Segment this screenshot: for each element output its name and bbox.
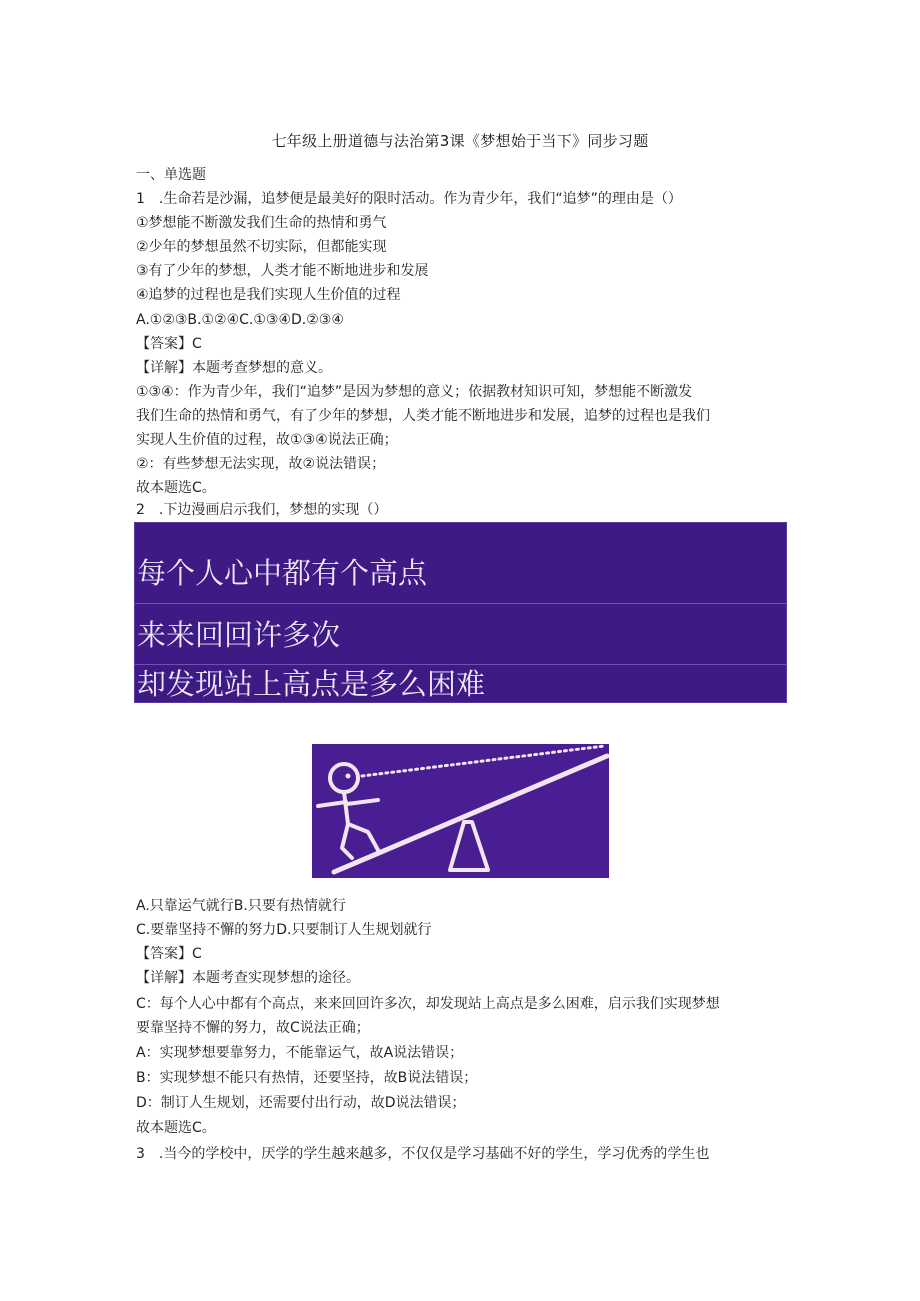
question-3-stem: 3 .当今的学校中，厌学的学生越来越多，不仅仅是学习基础不好的学生，学习优秀的学生也 [136,1146,710,1162]
q1-explain-2: ①③④：作为青少年，我们“追梦”是因为梦想的意义；依据教材知识可知，梦想能不断激发 [136,384,693,400]
banner-line-2: 来来回回许多次 [137,618,341,652]
q2-explain-2: C：每个人心中都有个高点，来来回回许多次，却发现站上高点是多么困难，启示我们实现梦想 [136,996,720,1012]
q2-options-2: C.要靠坚持不懈的努力D.只要制订人生规划就行 [136,922,432,938]
stick-figure-seesaw-illustration [312,744,609,878]
q1-statement-4: ④追梦的过程也是我们实现人生价值的过程 [136,287,401,303]
q2-explain-4: A：实现梦想要靠努力，不能靠运气，故A说法错误； [136,1045,464,1061]
q2-explain-3: 要靠坚持不懈的努力，故C说法正确； [136,1020,370,1036]
banner-line-1: 每个人心中都有个高点 [137,556,428,590]
q2-explain-1: 【详解】本题考查实现梦想的途径。 [136,970,360,986]
q2-explain-5: B：实现梦想不能只有热情，还要坚持，故B说法错误； [136,1070,478,1086]
q2-answer: 【答案】C [136,946,202,962]
q1-explain-4: 实现人生价值的过程，故①③④说法正确； [136,432,398,448]
q2-options-1: A.只靠运气就行B.只要有热情就行 [136,898,346,914]
question-1-stem: 1 .生命若是沙漏，追梦便是最美好的限时活动。作为青少年，我们“追梦”的理由是（） [136,191,682,207]
q1-explain-5: ②：有些梦想无法实现，故②说法错误； [136,456,386,472]
comic-text-banner [134,522,787,703]
q1-statement-3: ③有了少年的梦想，人类才能不断地进步和发展 [136,263,429,279]
question-2-stem: 2 .下边漫画启示我们，梦想的实现（） [136,502,388,518]
seesaw-cartoon-image [312,744,609,878]
page-title: 七年级上册道德与法治第3课《梦想始于当下》同步习题 [271,132,649,150]
q1-explain-1: 【详解】本题考查梦想的意义。 [136,360,332,376]
q1-statement-2: ②少年的梦想虽然不切实际，但都能实现 [136,239,387,255]
q1-options: A.①②③B.①②④C.①③④D.②③④ [136,312,344,328]
q1-explain-6: 故本题选C。 [136,480,216,496]
section-heading: 一、单选题 [136,167,206,183]
q2-explain-7: 故本题选C。 [136,1120,216,1136]
q1-answer: 【答案】C [136,336,202,352]
q1-explain-3: 我们生命的热情和勇气，有了少年的梦想，人类才能不断地进步和发展，追梦的过程也是我们 [136,408,710,424]
banner-divider [135,603,786,604]
q2-explain-6: D：制订人生规划，还需要付出行动，故D说法错误； [136,1095,466,1111]
q1-statement-1: ①梦想能不断激发我们生命的热情和勇气 [136,215,387,231]
banner-line-3: 却发现站上高点是多么困难 [137,667,486,701]
